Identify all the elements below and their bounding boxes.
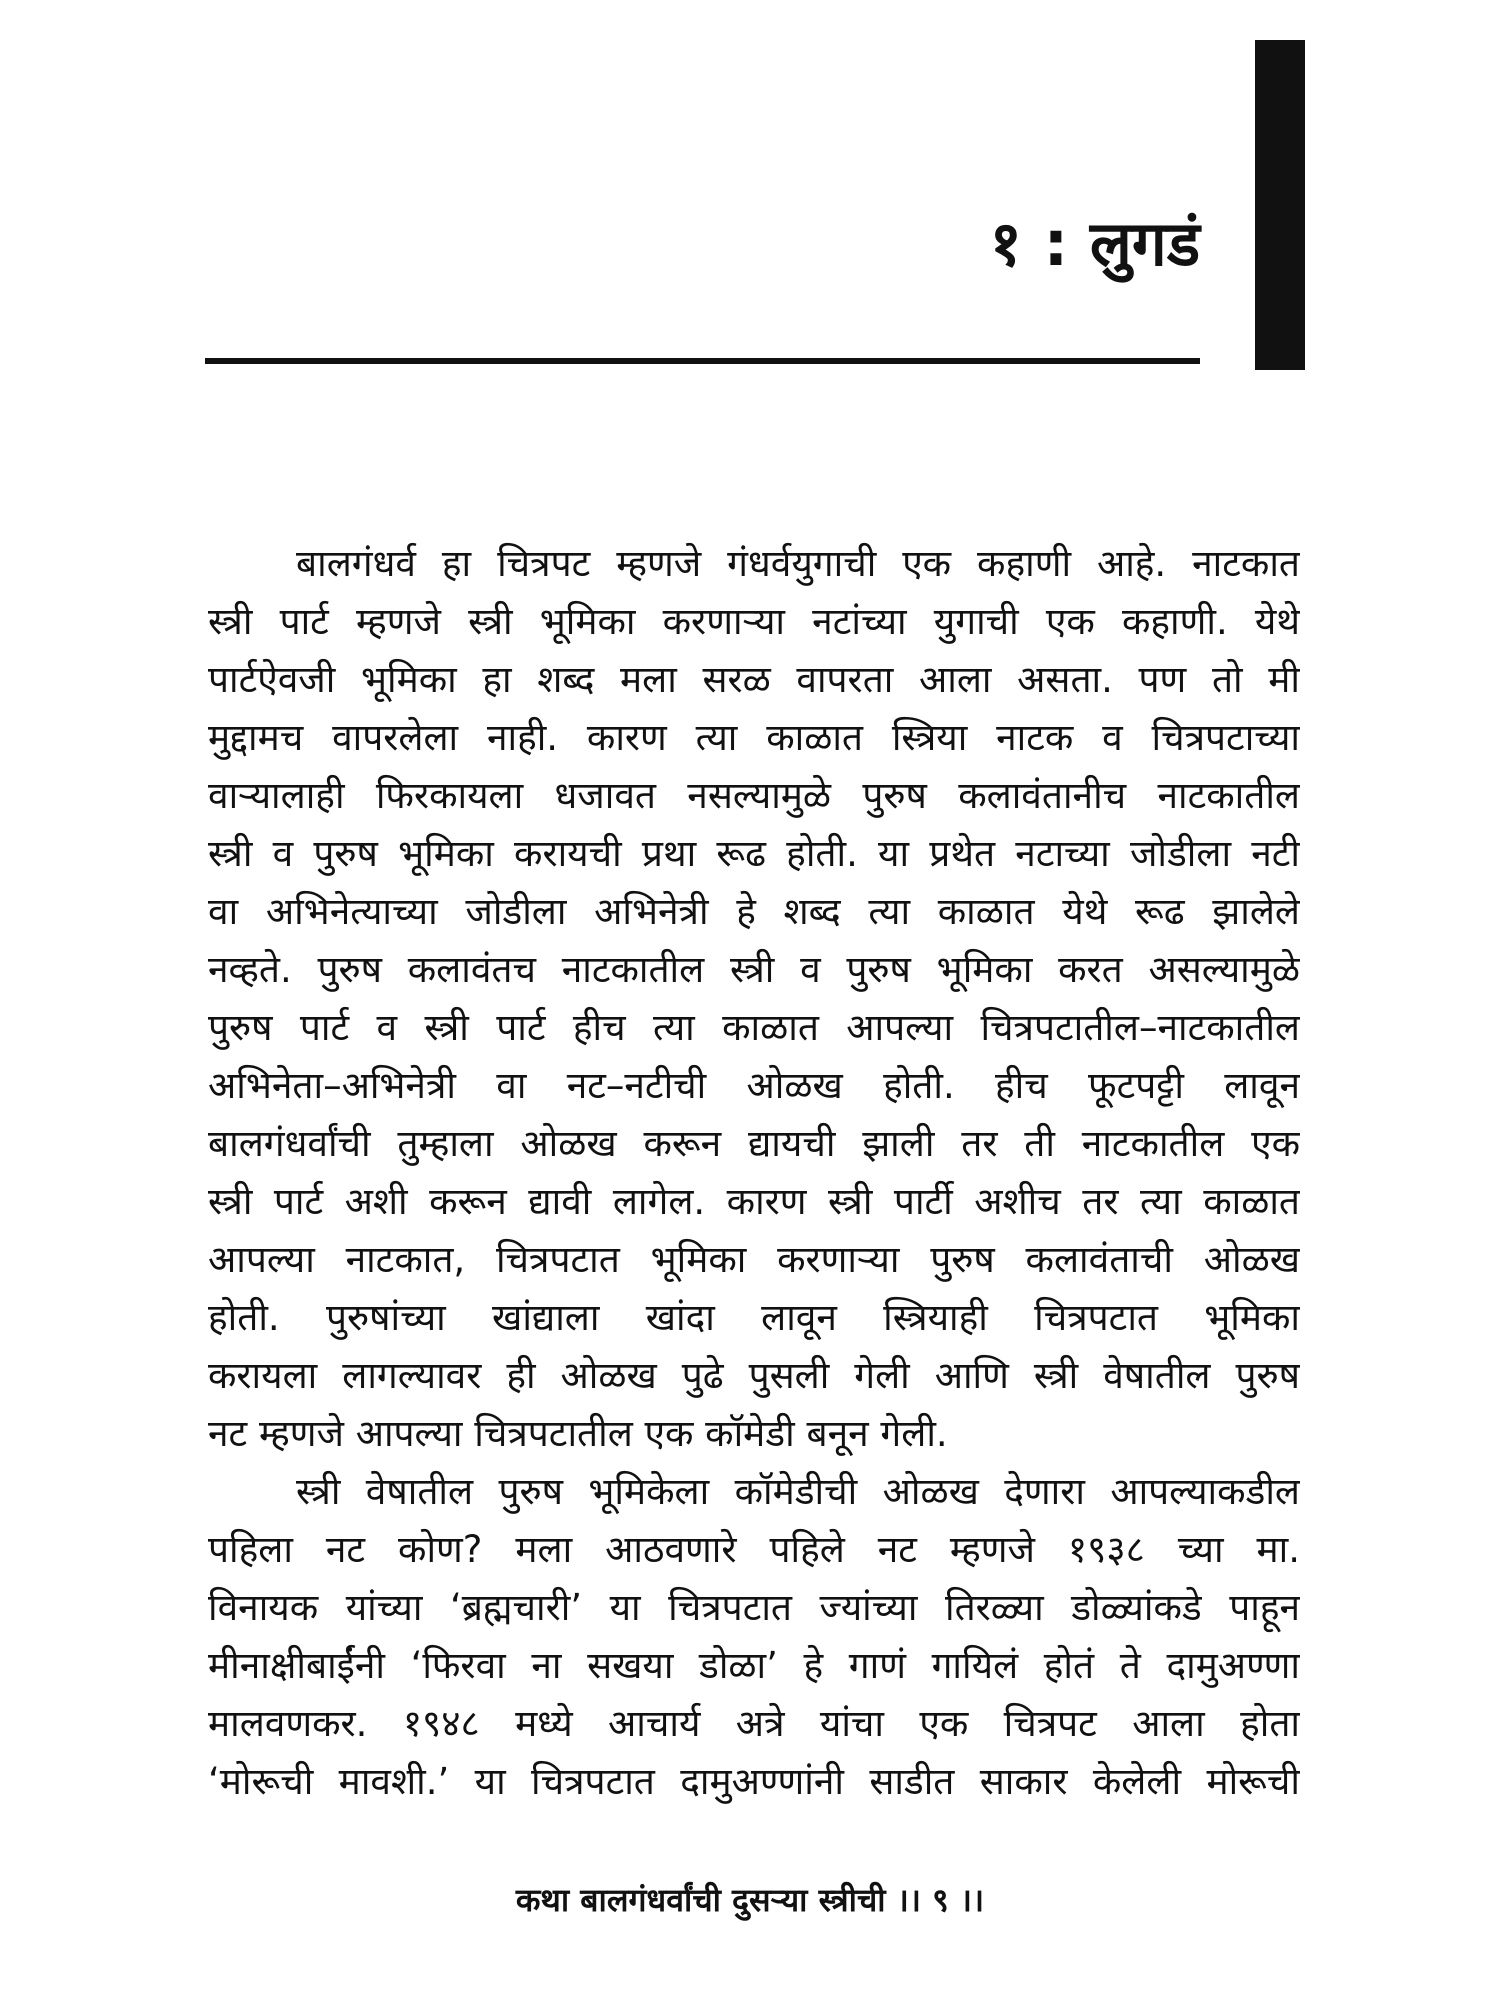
text-line: बालगंधर्व हा चित्रपट म्हणजे गंधर्वयुगाची एक कहाणी आहे. नाटकात <box>296 542 1300 585</box>
title-rule <box>205 358 1200 364</box>
text-line: स्त्री पार्ट अशी करून द्यावी लागेल. कारण स्त्री पार्टी अशीच तर त्या काळात <box>208 1180 1300 1223</box>
text-line: बालगंधर्वांची तुम्हाला ओळख करून द्यायची झाली तर ती नाटकातील एक <box>208 1122 1300 1165</box>
text-line: मुद्दामच वापरलेला नाही. कारण त्या काळात स्त्रिया नाटक व चित्रपटाच्या <box>208 716 1300 759</box>
text-line: पुरुष पार्ट व स्त्री पार्ट हीच त्या काळात आपल्या चित्रपटातील–नाटकातील <box>208 1006 1300 1049</box>
text-line: वाऱ्यालाही फिरकायला धजावत नसल्यामुळे पुरुष कलावंतानीच नाटकातील <box>208 774 1300 817</box>
text-line: अभिनेता–अभिनेत्री वा नट–नटीची ओळख होती. हीच फूटपट्टी लावून <box>208 1064 1300 1107</box>
text-line: आपल्या नाटकात, चित्रपटात भूमिका करणाऱ्या पुरुष कलावंताची ओळख <box>208 1238 1300 1281</box>
text-line: होती. पुरुषांच्या खांद्याला खांदा लावून स्त्रियाही चित्रपटात भूमिका <box>208 1296 1300 1339</box>
body-text <box>208 535 1300 1811</box>
text-line: नट म्हणजे आपल्या चित्रपटातील एक कॉमेडी बनून गेली. <box>208 1412 948 1455</box>
text-line: पहिला नट कोण? मला आठवणारे पहिले नट म्हणजे १९३८ च्या मा. <box>208 1528 1300 1571</box>
text-line: ‘मोरूची मावशी.’ या चित्रपटात दामुअण्णांनी साडीत साकार केलेली मोरूची <box>208 1760 1300 1803</box>
text-line: वा अभिनेत्याच्या जोडीला अभिनेत्री हे शब्द त्या काळात येथे रूढ झालेले <box>208 890 1300 933</box>
text-line: स्त्री व पुरुष भूमिका करायची प्रथा रूढ होती. या प्रथेत नटाच्या जोडीला नटी <box>208 832 1300 875</box>
chapter-title: १ : लुगडं <box>989 207 1200 280</box>
text-line: स्त्री वेषातील पुरुष भूमिकेला कॉमेडीची ओळख देणारा आपल्याकडील <box>296 1470 1300 1513</box>
text-line: नव्हते. पुरुष कलावंतच नाटकातील स्त्री व पुरुष भूमिका करत असल्यामुळे <box>208 948 1300 991</box>
text-line: स्त्री पार्ट म्हणजे स्त्री भूमिका करणाऱ्या नटांच्या युगाची एक कहाणी. येथे <box>208 600 1300 643</box>
running-footer: कथा बालगंधर्वांची दुसऱ्या स्त्रीची ।। ९ ।। <box>515 1881 985 1919</box>
chapter-tab-bar <box>1255 40 1305 370</box>
text-line: मालवणकर. १९४८ मध्ये आचार्य अत्रे यांचा एक चित्रपट आला होता <box>208 1702 1300 1745</box>
text-line: करायला लागल्यावर ही ओळख पुढे पुसली गेली आणि स्त्री वेषातील पुरुष <box>208 1354 1300 1397</box>
text-line: मीनाक्षीबाईंनी ‘फिरवा ना सखया डोळा’ हे गाणं गायिलं होतं ते दामुअण्णा <box>208 1644 1300 1687</box>
text-line: पार्टऐवजी भूमिका हा शब्द मला सरळ वापरता आला असता. पण तो मी <box>208 658 1300 701</box>
text-line: विनायक यांच्या ‘ब्रह्मचारी’ या चित्रपटात ज्यांच्या तिरळ्या डोळ्यांकडे पाहून <box>208 1586 1300 1629</box>
